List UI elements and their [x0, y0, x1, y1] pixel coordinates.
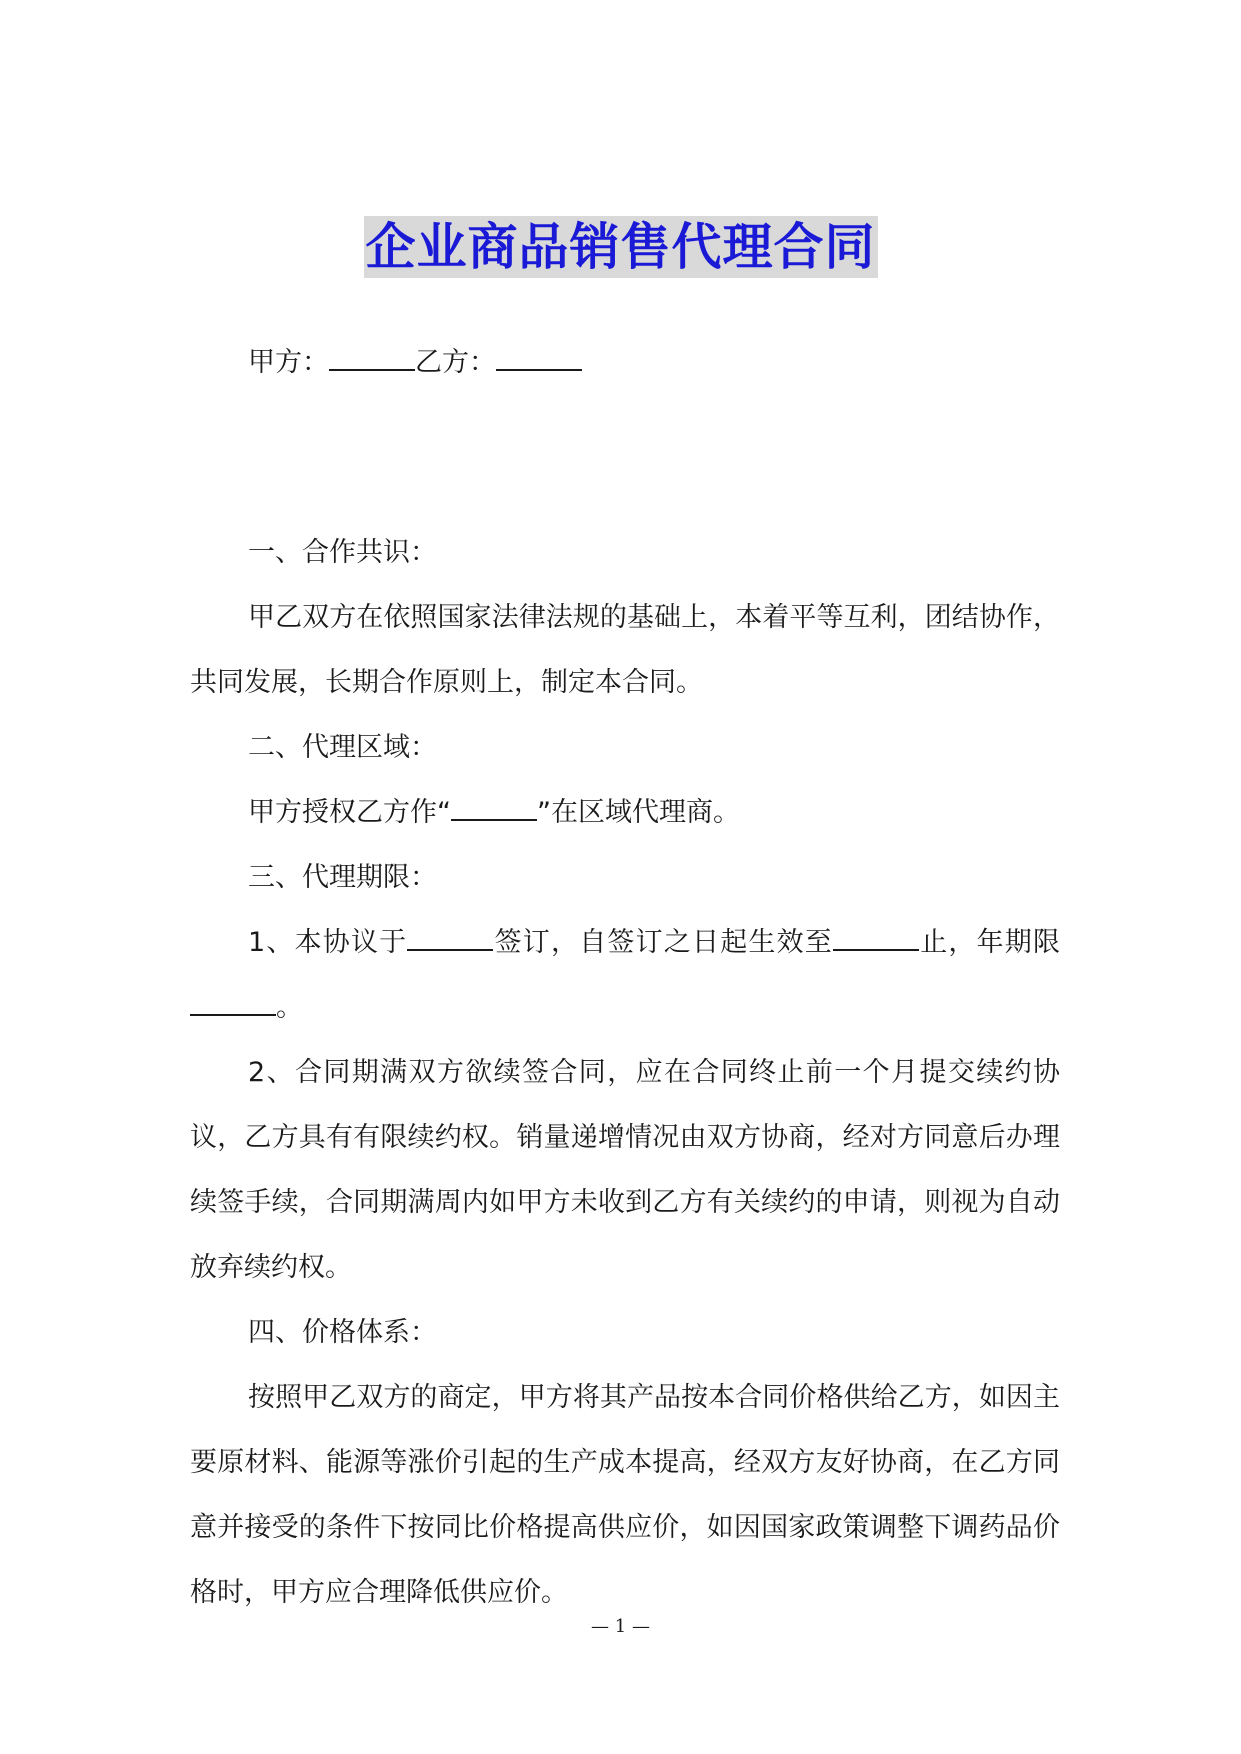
party-b-blank: [496, 347, 582, 371]
end-date-blank: [833, 927, 919, 951]
item-1-part-d: 。: [276, 992, 303, 1023]
item-1-part-a: 1、本协议于: [248, 927, 408, 958]
party-a-label: 甲方：: [248, 347, 329, 378]
section-2-text-before: 甲方授权乙方作“: [248, 797, 451, 828]
title-block: [0, 216, 1241, 278]
page-number: — 1 —: [591, 1616, 650, 1637]
section-3-heading: 三、代理期限：: [248, 862, 437, 893]
item-1-part-b: 签订，自签订之日起生效至: [493, 927, 833, 958]
contract-body: [190, 520, 1060, 1625]
section-1-text: 甲乙双方在依照国家法律法规的基础上，本着平等互利，团结协作，共同发展，长期合作原则上，制定本合同。: [190, 602, 1060, 698]
section-1-heading: 一、合作共识：: [248, 537, 437, 568]
section-2-text-after: ”在区域代理商。: [537, 797, 740, 828]
section-2-text: [190, 780, 1060, 845]
parties-line: [190, 330, 1060, 395]
section-2-heading: 二、代理区域：: [248, 732, 437, 763]
item-1-part-c: 止，年期限: [919, 927, 1061, 958]
sign-date-blank: [407, 927, 493, 951]
document-title: 企业商品销售代理合同: [365, 217, 876, 276]
section-3-item-1: [190, 910, 1060, 1040]
section-4-text: 按照甲乙双方的商定，甲方将其产品按本合同价格供给乙方，如因主要原材料、能源等涨价引起的生产成本提高，经双方友好协商，在乙方同意并接受的条件下按同比价格提高供应价，如因国家政策调整下调药品价格时，甲方应合理降低供应价。: [190, 1382, 1060, 1608]
party-a-blank: [329, 347, 415, 371]
region-blank: [451, 797, 537, 821]
section-4-heading: 四、价格体系：: [248, 1317, 437, 1348]
party-b-label: 乙方：: [415, 347, 496, 378]
term-blank: [190, 992, 276, 1016]
section-3-item-2: 2、合同期满双方欲续签合同，应在合同终止前一个月提交续约协议，乙方具有有限续约权。销量递增情况由双方协商，经对方同意后办理续签手续，合同期满周内如甲方未收到乙方有关续约的申请，则视为自动放弃续约权。: [190, 1057, 1060, 1283]
